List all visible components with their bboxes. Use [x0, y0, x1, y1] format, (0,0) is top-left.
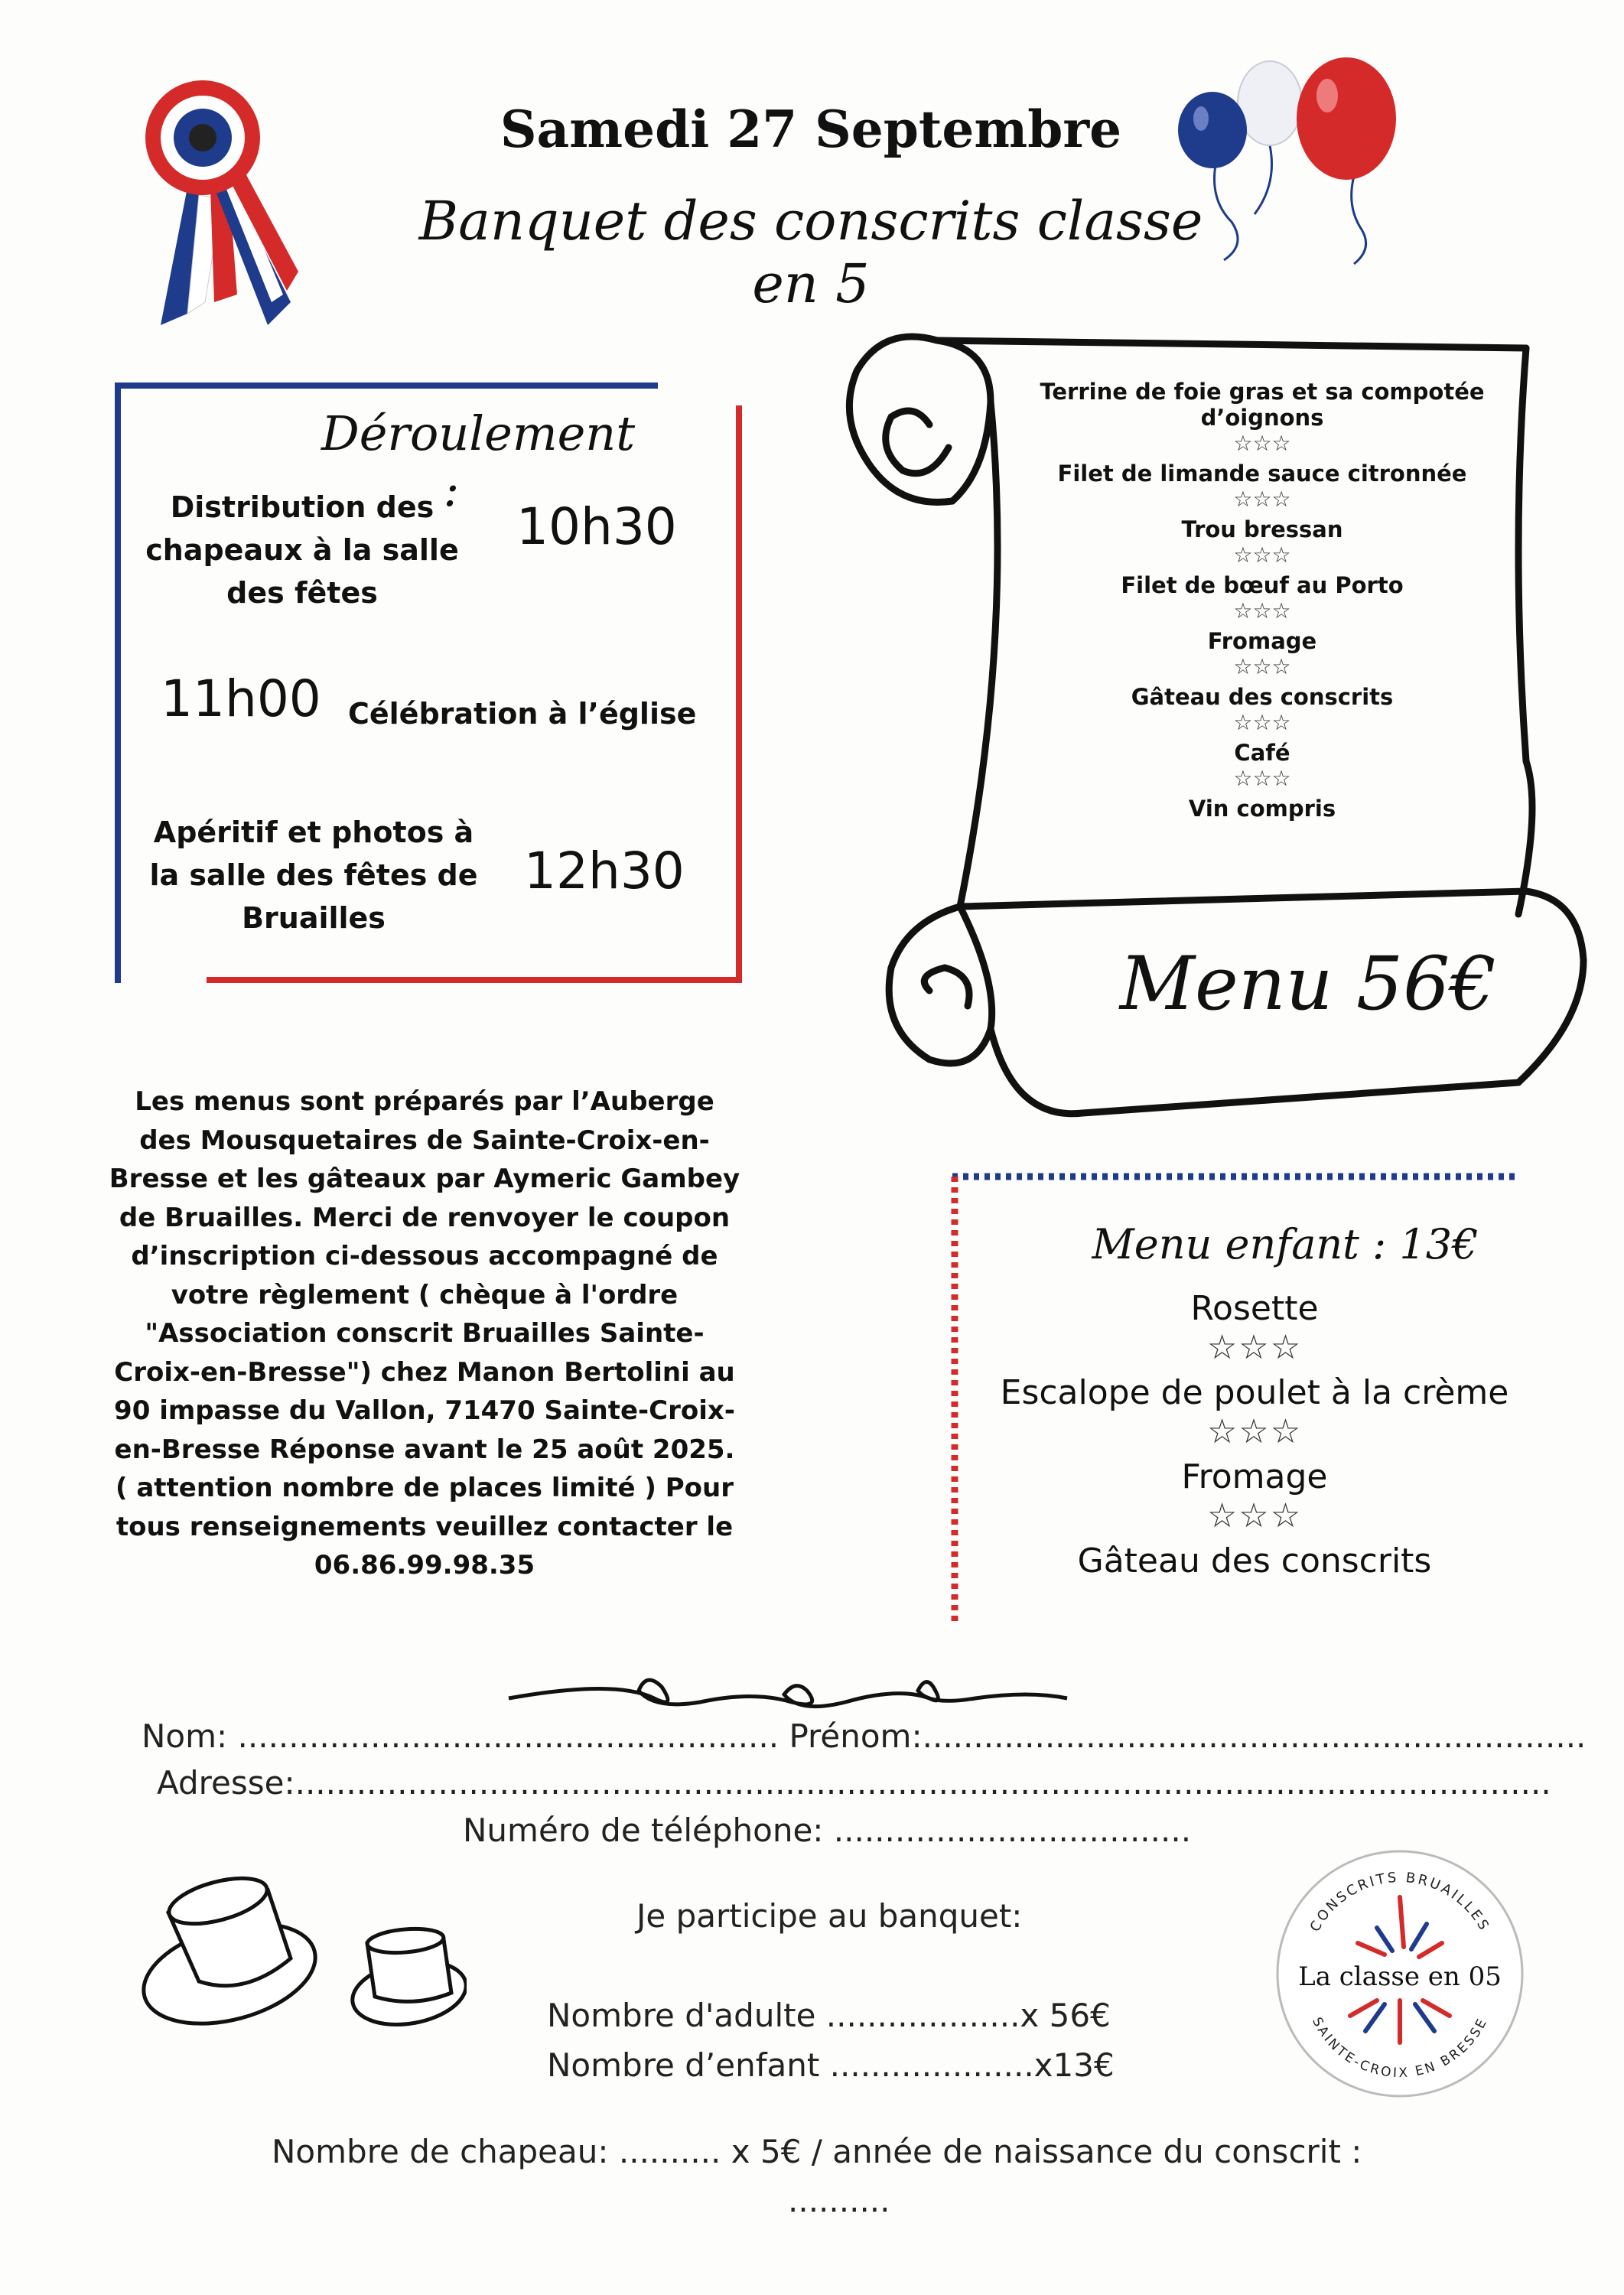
menu-item: Trou bressan	[1181, 516, 1343, 542]
child-menu-item: Rosette	[1190, 1289, 1319, 1328]
form-hat-count[interactable]: Nombre de chapeau: .......... x 5€ / année de naissance du conscrit :	[272, 2133, 1362, 2170]
menu-item: Gâteau des conscrits	[1131, 684, 1394, 710]
child-menu-item: Escalope de poulet à la crème	[1000, 1373, 1509, 1412]
schedule-item-label: Célébration à l’église	[348, 697, 697, 731]
schedule-item-label: Apéritif et photos à la salle des fêtes de Bruailles	[149, 815, 478, 935]
event-date: Samedi 27 Septembre	[500, 99, 1122, 159]
schedule-item-time: 10h30	[516, 497, 677, 556]
stars-separator: ☆☆☆	[1233, 766, 1291, 791]
logo	[1270, 1844, 1530, 2104]
menu-item: Filet de bœuf au Porto	[1121, 572, 1404, 598]
stars-separator: ☆☆☆	[1233, 654, 1291, 679]
menu-list	[979, 379, 1545, 822]
stars-separator: ☆☆☆	[1233, 710, 1291, 735]
child-menu-list	[987, 1289, 1522, 1580]
child-menu-title: Menu enfant : 13€	[1092, 1220, 1479, 1268]
form-name-line[interactable]: Nom: ..................................................... Prénom:.................................................................	[142, 1717, 1587, 1755]
form-address-line[interactable]: Adresse:...........................................................................................................................	[157, 1764, 1551, 1802]
event-subtitle: Banquet des conscrits classe en 5	[418, 190, 1203, 315]
info-paragraph: Les menus sont préparés par l’Auberge des Mousquetaires de Sainte-Croix-en-Bresse et les gâteaux par Aymeric Gambey de Bruailles. Merci de renvoyer le coupon d’inscription ci-dessous accompagné de votre règlement ( chèque à l'ordre "Association conscrit Bruailles Sainte-Croix-en-Bresse") chez Manon Bertolini au 90 impasse du Vallon, 71470 Sainte-Croix-en-Bresse Réponse avant le 25 août 2025. ( attention nombre de places limité ) Pour tous renseignements veuillez contacter le 06.86.99.98.35	[109, 1086, 740, 1580]
child-menu-item: Fromage	[1181, 1457, 1328, 1496]
stars-separator: ☆☆☆	[1206, 1412, 1303, 1451]
form-child-count[interactable]: Nombre d’enfant ....................x13€	[547, 2046, 1115, 2084]
cockade-icon	[115, 73, 306, 333]
menu-item: Vin compris	[1188, 796, 1336, 822]
menu-item: Fromage	[1207, 628, 1317, 654]
form-adult-count[interactable]: Nombre d'adulte ...................x 56€	[547, 1997, 1111, 2034]
stars-separator: ☆☆☆	[1233, 487, 1291, 512]
stars-separator: ☆☆☆	[1233, 542, 1291, 568]
menu-price: Menu 56€	[1119, 941, 1497, 1027]
menu-item: Terrine de foie gras et sa compotée d’oignons	[1040, 379, 1485, 431]
logo-top-text: CONSCRITS BRUAILLES	[1307, 1869, 1493, 1935]
menu-item: Filet de limande sauce citronnée	[1057, 461, 1467, 487]
logo-center-text: La classe en 05	[1298, 1961, 1502, 1992]
form-participation-heading: Je participe au banquet:	[636, 1897, 1023, 1935]
schedule-item-time: 12h30	[524, 842, 685, 900]
top-hat-icon	[130, 1867, 467, 2050]
form-phone-line[interactable]: Numéro de téléphone: ...................................	[463, 1812, 1192, 1849]
child-menu-item: Gâteau des conscrits	[1077, 1541, 1432, 1580]
logo-bottom-text: SAINTE-CROIX EN BRESSE	[1309, 2014, 1491, 2082]
schedule-item-time: 11h00	[161, 669, 321, 728]
flourish-divider-icon	[501, 1656, 1075, 1725]
stars-separator: ☆☆☆	[1233, 598, 1291, 623]
form-birth-year[interactable]: ..........	[788, 2182, 890, 2219]
menu-item: Café	[1234, 740, 1290, 766]
schedule-heading: Déroulement :	[321, 405, 636, 517]
stars-separator: ☆☆☆	[1233, 431, 1291, 456]
stars-separator: ☆☆☆	[1206, 1496, 1303, 1535]
stars-separator: ☆☆☆	[1206, 1328, 1303, 1367]
schedule-item-label: Distribution des chapeaux à la salle des fêtes	[145, 490, 459, 610]
